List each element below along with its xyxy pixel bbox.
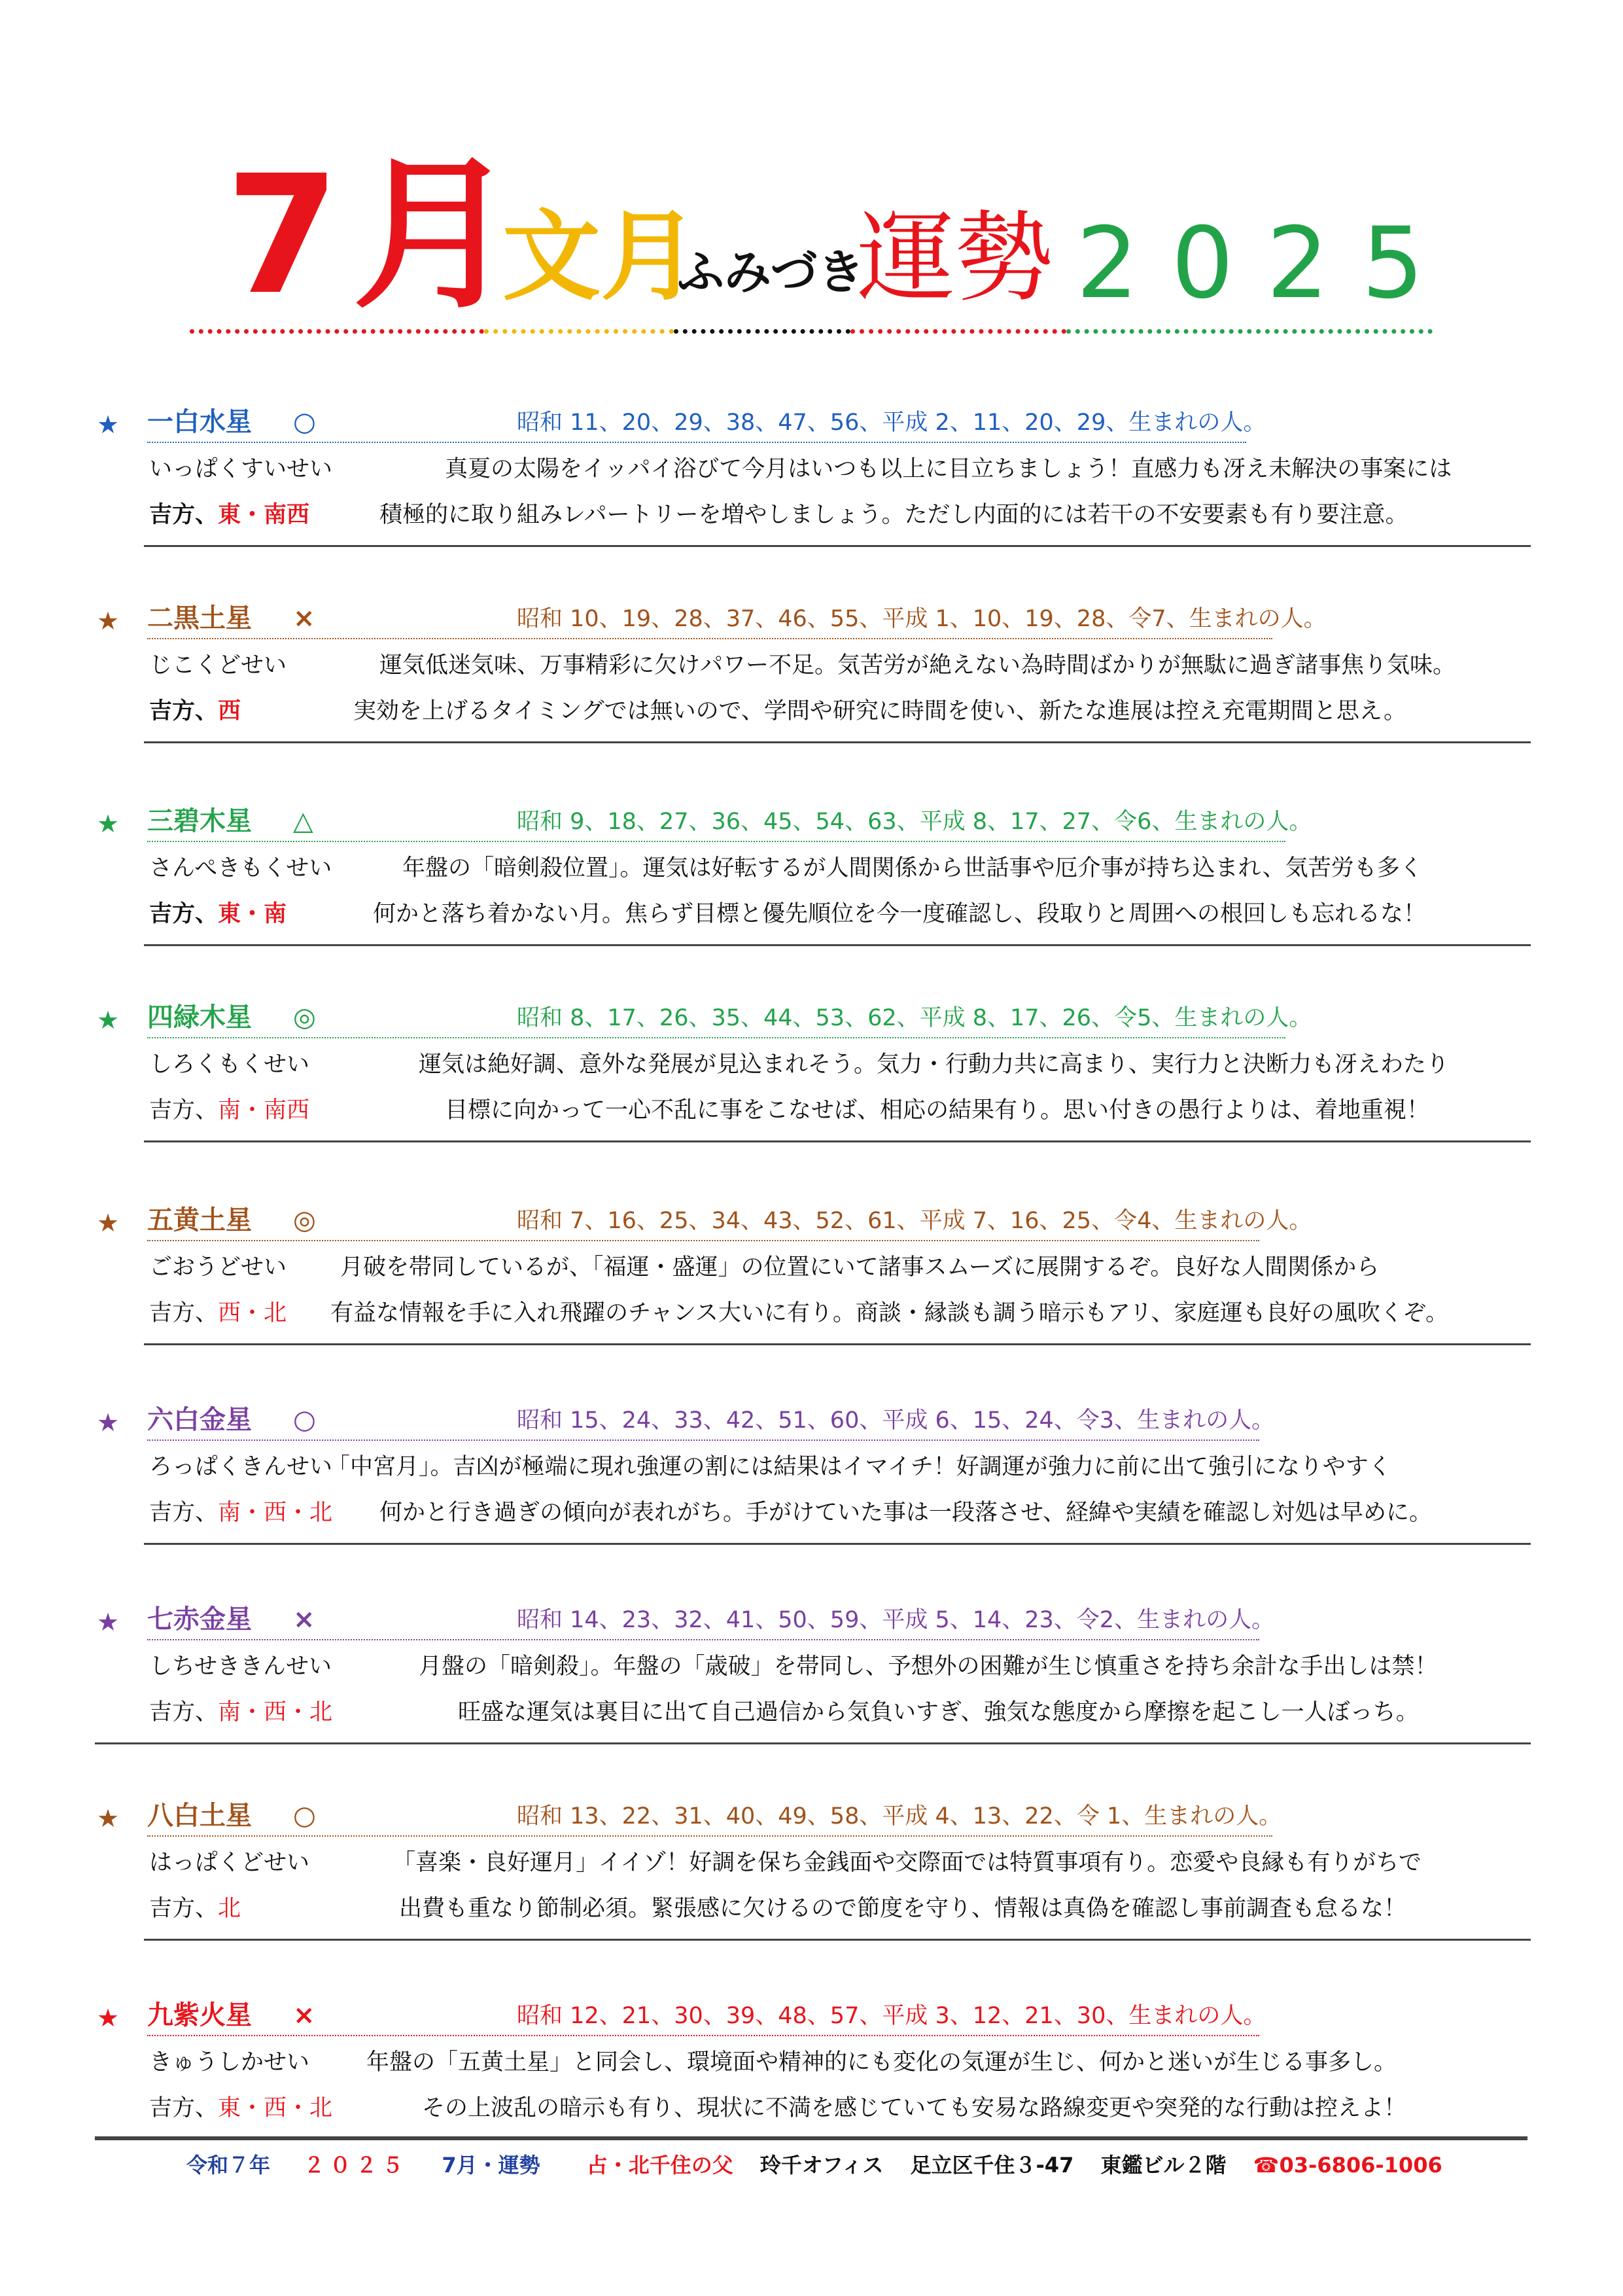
star-birth-years: 昭和 7、16、25、34、43、52、61、平成 7、16、25、令4、生まれの人。 xyxy=(517,1208,1312,1234)
footer-office: 玲千オフィス xyxy=(759,2153,884,2178)
section-divider xyxy=(144,545,1531,547)
star-birth-years: 昭和 9、18、27、36、45、54、63、平成 8、17、27、令6、生まれの人。 xyxy=(517,809,1312,835)
lucky-direction-label: 吉方、 xyxy=(149,1699,218,1725)
star-section xyxy=(0,1400,1623,1590)
fortune-text-line-1: 運気低迷気味、万事精彩に欠けパワー不足。気苦労が絶えない為時間ばかりが無駄に過ぎ諸事焦り気味。 xyxy=(379,652,1456,679)
star-reading: しちせききんせい xyxy=(149,1653,332,1680)
star-reading: しろくもくせい xyxy=(149,1051,310,1078)
star-header-dotted-line xyxy=(147,841,1285,842)
fortune-text-line-1: 「喜楽・良好運月」イイゾ！好調を保ち金銭面や交際面では特質事項有り。恋愛や良縁も有りがちで xyxy=(393,1850,1422,1876)
fortune-text-line-2: 何かと落ち着かない月。焦らず目標と優先順位を今一度確認し、段取りと周囲への根回しも忘れるな！ xyxy=(373,901,1427,927)
star-name: 二黒土星 xyxy=(147,603,252,633)
lucky-direction-label: 吉方、 xyxy=(149,1300,218,1326)
fortune-text-line-2: その上波乱の暗示も有り、現状に不満を感じていても安易な路線変更や突発的な行動は控えよ！ xyxy=(422,2095,1407,2121)
fortune-text-line-2: 出費も重なり節制必須。緊張感に欠けるので節度を守り、情報は真偽を確認し事前調査も怠るな！ xyxy=(399,1896,1407,1922)
title-month: 7月 xyxy=(226,140,529,330)
star-header-dotted-line xyxy=(147,638,1272,639)
lucky-direction-label: 吉方、 xyxy=(149,901,218,927)
fortune-text-line-1: 「中宮月」。吉凶が極端に現れ強運の割には結果はイマイチ！好調運が強力に前に出て強引になりやすく xyxy=(327,1454,1391,1480)
lucky-direction-value: 東・南西 xyxy=(218,502,310,528)
star-reading: さんぺきもくせい xyxy=(149,855,332,881)
lucky-direction xyxy=(149,900,287,930)
star-section xyxy=(0,1600,1623,1790)
lucky-direction xyxy=(149,2094,332,2124)
title-underline-red2 xyxy=(850,329,1066,334)
star-name: 八白土星 xyxy=(147,1801,252,1831)
page-title xyxy=(0,0,1623,340)
star-header-dotted-line xyxy=(147,1037,1285,1038)
fortune-text-line-1: 月盤の「暗剣殺」。年盤の「歳破」を帯同し、予想外の困難が生じ慎重さを持ち余計な手出しは禁！ xyxy=(419,1653,1438,1680)
star-icon: ★ xyxy=(97,410,120,439)
fortune-text-line-2: 目標に向かって一心不乱に事をこなせば、相応の結果有り。思い付きの愚行よりは、着地重視！ xyxy=(445,1097,1430,1123)
footer-era: 令和７年 xyxy=(186,2153,271,2178)
title-underline-black xyxy=(674,329,850,334)
star-birth-years: 昭和 15、24、33、42、51、60、平成 6、15、24、令3、生まれの人。 xyxy=(517,1407,1275,1434)
star-header-dotted-line xyxy=(147,1639,1259,1640)
lucky-direction-label: 吉方、 xyxy=(149,502,218,528)
star-section xyxy=(0,998,1623,1188)
star-rating-mark: ○ xyxy=(293,1801,316,1831)
star-birth-years: 昭和 11、20、29、38、47、56、平成 2、11、20、29、生まれの人。 xyxy=(517,410,1266,436)
section-divider xyxy=(144,1543,1531,1545)
lucky-direction xyxy=(149,1498,332,1528)
star-header-dotted-line xyxy=(147,1240,1259,1241)
title-fortune: 運勢 xyxy=(857,202,1054,315)
star-rating-mark: ○ xyxy=(293,1405,316,1435)
title-underline-red xyxy=(190,329,484,334)
lucky-direction xyxy=(149,1698,332,1728)
star-name: 九紫火星 xyxy=(147,2000,252,2030)
lucky-direction-value: 北 xyxy=(218,1896,241,1922)
star-rating-mark: △ xyxy=(293,806,313,836)
section-divider xyxy=(144,1343,1531,1345)
fortune-text-line-2: 有益な情報を手に入れ飛躍のチャンス大いに有り。商談・縁談も調う暗示もアリ、家庭運も良好の風吹くぞ。 xyxy=(330,1300,1449,1326)
lucky-direction-label: 吉方、 xyxy=(149,1500,218,1526)
lucky-direction-value: 西 xyxy=(218,698,241,724)
star-name: 六白金星 xyxy=(147,1405,252,1435)
footer-divider xyxy=(95,2136,1527,2138)
section-divider xyxy=(144,741,1531,743)
fortune-text-line-2: 実効を上げるタイミングでは無いので、学問や研究に時間を使い、新たな進展は控え充電期間と思え。 xyxy=(353,698,1407,724)
section-divider xyxy=(95,1742,1531,1744)
star-header-dotted-line xyxy=(147,2035,1259,2036)
section-divider xyxy=(144,944,1531,946)
footer-phone: ☎03-6806-1006 xyxy=(1253,2153,1442,2178)
fortune-text-line-2: 旺盛な運気は裏目に出て自己過信から気負いすぎ、強気な態度から摩擦を起こし一人ぼっち。 xyxy=(458,1699,1419,1725)
star-birth-years: 昭和 10、19、28、37、46、55、平成 1、10、19、28、令7、生まれの人。 xyxy=(517,606,1327,632)
footer-address: 足立区千住３-47 xyxy=(910,2153,1074,2178)
fortune-text-line-2: 何かと行き過ぎの傾向が表れがち。手がけていた事は一段落させ、経緯や実績を確認し対処は早めに。 xyxy=(379,1500,1432,1526)
star-rating-mark: × xyxy=(293,1604,315,1634)
lucky-direction-value: 東・西・北 xyxy=(218,2095,333,2121)
star-birth-years: 昭和 12、21、30、39、48、57、平成 3、12、21、30、生まれの人。 xyxy=(517,2003,1266,2029)
lucky-direction-label: 吉方、 xyxy=(149,2095,218,2121)
star-name: 一白水星 xyxy=(147,407,252,437)
title-underline-green xyxy=(1066,329,1433,334)
star-header-dotted-line xyxy=(147,1835,1272,1837)
star-rating-mark: × xyxy=(293,2000,315,2030)
lucky-direction-label: 吉方、 xyxy=(149,1097,218,1123)
lucky-direction-label: 吉方、 xyxy=(149,698,218,724)
star-header-dotted-line xyxy=(147,442,1246,443)
footer xyxy=(186,2153,1442,2178)
fortune-text-line-2: 積極的に取り組みレパートリーを増やしましょう。ただし内面的には若干の不安要素も有り要注意。 xyxy=(379,502,1408,528)
star-section xyxy=(0,1796,1623,1986)
section-divider xyxy=(95,2138,1527,2140)
star-reading: はっぱくどせい xyxy=(149,1850,310,1876)
title-underline-gold xyxy=(484,329,674,334)
lucky-direction-label: 吉方、 xyxy=(149,1896,218,1922)
lucky-direction-value: 東・南 xyxy=(218,901,287,927)
lucky-direction xyxy=(149,501,309,531)
star-header-dotted-line xyxy=(147,1439,1259,1441)
footer-author: 占・北千住の父 xyxy=(586,2153,733,2178)
title-old-month-name: 文月 xyxy=(502,200,699,314)
lucky-direction-value: 南・西・北 xyxy=(218,1500,333,1526)
star-section xyxy=(0,1201,1623,1390)
star-birth-years: 昭和 13、22、31、40、49、58、平成 4、13、22、令 1、生まれの人。 xyxy=(517,1803,1282,1829)
footer-month-label: 7月・運勢 xyxy=(442,2153,540,2178)
footer-year: ２０２５ xyxy=(304,2153,409,2178)
star-icon: ★ xyxy=(97,1209,120,1237)
fortune-text-line-1: 真夏の太陽をイッパイ浴びて今月はいつも以上に目立ちましょう！直感力も冴え未解決の事案には xyxy=(445,456,1452,482)
star-rating-mark: ◎ xyxy=(293,1205,316,1235)
star-reading: ごおうどせい xyxy=(149,1254,287,1280)
star-icon: ★ xyxy=(97,2004,120,2032)
star-reading: ろっぱくきんせい xyxy=(149,1454,333,1480)
star-section xyxy=(0,402,1623,592)
fortune-text-line-1: 月破を帯同しているが、「福運・盛運」の位置にいて諸事スムーズに展開するぞ。良好な人間関係から xyxy=(340,1254,1380,1280)
lucky-direction-value: 西・北 xyxy=(218,1300,287,1326)
star-birth-years: 昭和 8、17、26、35、44、53、62、平成 8、17、26、令5、生まれの人。 xyxy=(517,1005,1312,1031)
fortune-text-line-1: 運気は絶好調、意外な発展が見込まれそう。気力・行動力共に高まり、実行力と決断力も冴えわたり xyxy=(419,1051,1450,1078)
section-divider xyxy=(144,1140,1531,1142)
lucky-direction-value: 南・西・北 xyxy=(218,1699,333,1725)
star-birth-years: 昭和 14、23、32、41、50、59、平成 5、14、23、令2、生まれの人。 xyxy=(517,1607,1275,1633)
star-icon: ★ xyxy=(97,607,120,635)
star-icon: ★ xyxy=(97,1804,120,1833)
star-name: 五黄土星 xyxy=(147,1205,252,1235)
lucky-direction xyxy=(149,697,241,727)
star-icon: ★ xyxy=(97,809,120,838)
title-year: 2025 xyxy=(1076,207,1457,321)
star-reading: きゅうしかせい xyxy=(149,2049,310,2075)
star-section xyxy=(0,802,1623,991)
star-reading: いっぱくすいせい xyxy=(149,456,333,482)
star-rating-mark: ◎ xyxy=(293,1002,316,1033)
fortune-text-line-1: 年盤の「暗剣殺位置」。運気は好転するが人間関係から世話事や厄介事が持ち込まれ、気苦労も多く xyxy=(402,855,1423,881)
lucky-direction-value: 南・南西 xyxy=(218,1097,310,1123)
star-reading: じこくどせい xyxy=(149,652,287,679)
lucky-direction xyxy=(149,1894,241,1924)
fortune-text-line-1: 年盤の「五黄土星」と同会し、環境面や精神的にも変化の気運が生じ、何かと迷いが生じる事多し。 xyxy=(366,2049,1397,2075)
lucky-direction xyxy=(149,1096,309,1126)
lucky-direction xyxy=(149,1299,287,1329)
star-icon: ★ xyxy=(97,1006,120,1034)
star-rating-mark: ○ xyxy=(293,407,316,437)
star-rating-mark: × xyxy=(293,603,315,633)
footer-building: 東鑑ビル２階 xyxy=(1100,2153,1227,2178)
star-section xyxy=(0,599,1623,788)
section-divider xyxy=(144,1939,1531,1941)
star-name: 四緑木星 xyxy=(147,1002,252,1033)
star-name: 七赤金星 xyxy=(147,1604,252,1634)
title-old-month-reading: ふみづき xyxy=(677,245,865,300)
star-name: 三碧木星 xyxy=(147,806,252,836)
star-icon: ★ xyxy=(97,1608,120,1636)
star-icon: ★ xyxy=(97,1408,120,1437)
